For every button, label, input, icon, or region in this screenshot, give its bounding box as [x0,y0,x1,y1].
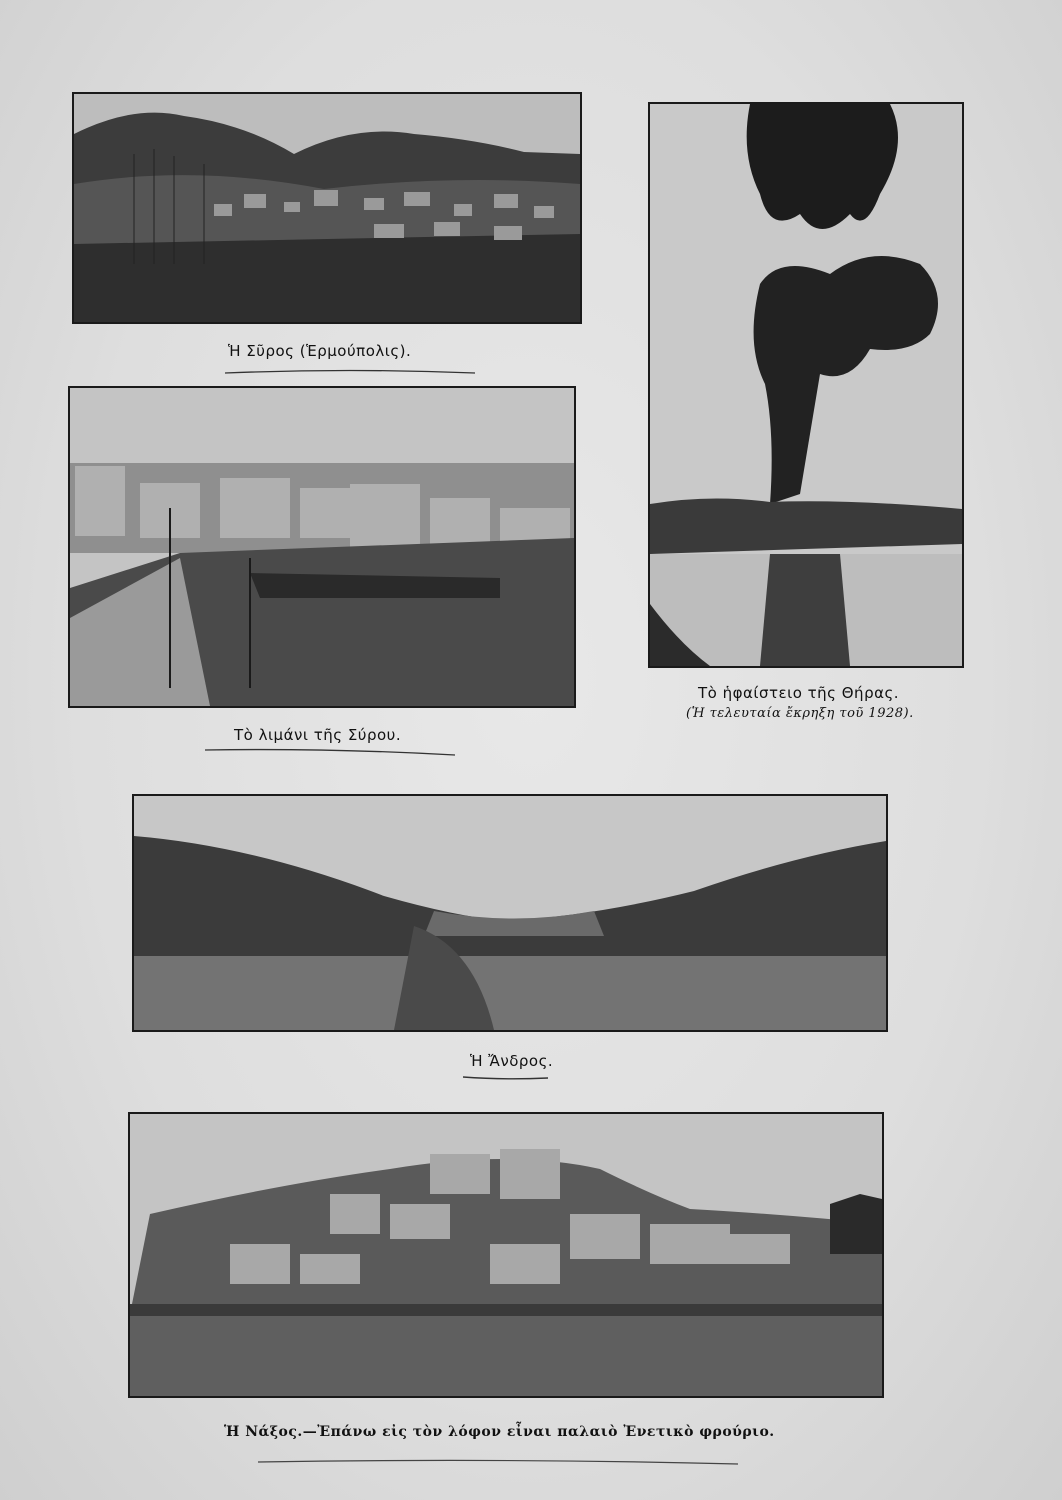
photo-thera-volcano [648,102,964,668]
caption-andros: Ἡ Ἄνδρος. [470,1052,554,1070]
photo-naxos [128,1112,884,1398]
caption-syros-harbor: Τὸ λιμάνι τῆς Σύρου. [234,726,402,744]
caption-underline [205,748,455,756]
photo-andros [132,794,888,1032]
caption-naxos: Ἡ Νάξος.—Ἐπάνω εἰς τὸν λόφον εἶναι παλαιὸ Ἐνετικὸ φρούριο. [224,1424,775,1440]
caption-underline [463,1074,548,1082]
caption-thera-subtitle: (Ἡ τελευταία ἔκρηξη τοῦ 1928). [686,706,914,721]
caption-syros: Ἡ Σῦρος (Ἑρμούπολις). [228,342,412,360]
photo-syros-ermoupolis [72,92,582,324]
photo-syros-harbor [68,386,576,708]
caption-underline [258,1458,738,1466]
caption-underline [225,368,475,376]
caption-thera-title: Τὸ ἡφαίστειο τῆς Θήρας. [698,684,900,702]
